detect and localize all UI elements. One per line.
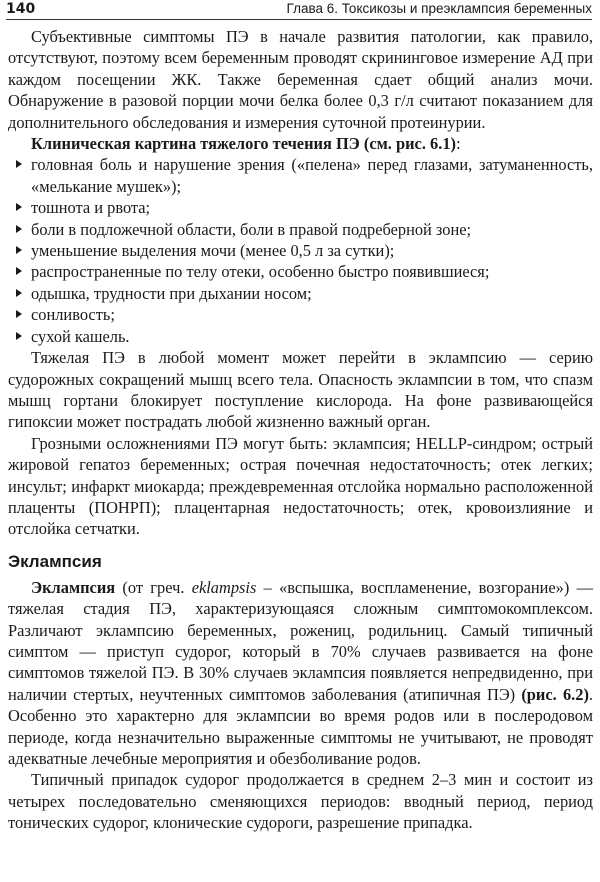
list-item-text: одышка, трудности при дыхании носом; [31,283,312,303]
paragraph-seizure-periods: Типичный припадок судорог продолжается в среднем 2–3 мин и состоит из четырех последовательно сменяющихся периодов: вводный период, период тонических судорог, клонические судороги, разрешение припадка. [8,770,593,833]
list-item [8,261,593,282]
clinical-picture-heading [8,133,593,154]
header-rule [6,19,592,20]
figure-reference: (рис. 6.2) [521,684,589,704]
greek-term: eklampsis [191,577,257,597]
bullet-triangle-icon [16,225,22,233]
definition-text-c: . Особенно это характерно для эклампсии во время родов или в послеродовом периоде, когда незначительно выраженные симптомы не учитывают, не проводят адекватные лечебные мероприятия и обезболивание родов. [8,684,594,768]
bullet-triangle-icon [16,310,22,318]
list-item-text: головная боль и нарушение зрения («пелена» перед глазами, затуманенность, «мелькание мушек»); [31,155,593,196]
page-number: 140 [6,1,36,17]
paragraph-screening: Субъективные симптомы ПЭ в начале развития патологии, как правило, отсутствуют, поэтому всем беременным проводят скрининговое измерение АД при каждом посещении ЖК. Также беременная сдает общий анализ мочи. Обнаружение в разовой порции мочи белка более 0,3 г/л считают показанием для дополнительного обследования и измерения суточной протеинурии. [8,27,593,132]
list-item-text: сонливость; [31,305,115,325]
definition-text-a: (от греч. [115,577,192,597]
section-heading-eclampsia: Эклампсия [8,551,102,571]
list-item [8,219,593,240]
running-header [6,0,592,20]
bullet-triangle-icon [16,267,22,275]
clinical-picture-heading-colon: : [455,134,461,154]
definition-text-b: – «вспышка, воспламенение, возгорание») — тяжелая стадия ПЭ, характеризующаяся сложным симптомокомплексом. Различают эклампсию беременных, рожениц, родильниц. Самый типичный симптом — приступ судорог, который в 70% случаев развивается на фоне симптомов тяжелой ПЭ. В 30% случаев эклампсия появляется непредвиденно, при наличии стертых, неучтенных симптомов заболевания (атипичная ПЭ) [8,577,593,704]
bullet-triangle-icon [16,332,22,340]
list-item [8,304,593,325]
bullet-triangle-icon [16,203,22,211]
list-item [8,326,593,347]
list-item-text: распространенные по телу отеки, особенно быстро появившиеся; [31,262,490,282]
paragraph-eclampsia-definition [8,577,593,770]
clinical-picture-heading-text: Клиническая картина тяжелого течения ПЭ (см. рис. 6.1) [31,134,456,154]
list-item-text: боли в подложечной области, боли в правой подреберной зоне; [31,219,472,239]
list-item [8,240,593,261]
page-body [8,26,593,834]
term-eclampsia: Эклампсия [31,577,116,597]
bullet-triangle-icon [16,246,22,254]
symptom-list [8,154,593,347]
list-item [8,197,593,218]
list-item-text: уменьшение выделения мочи (менее 0,5 л за сутки); [31,241,395,261]
paragraph-transition-to-eclampsia: Тяжелая ПЭ в любой момент может перейти в эклампсию — серию судорожных сокращений мышц всего тела. Опасность эклампсии в том, что спазм мышц гортани блокирует поступление кислорода. На фоне развивающейся гипоксии может пострадать любой жизненно важный орган. [8,348,593,432]
list-item [8,154,593,197]
list-item-text: сухой кашель. [31,326,130,346]
bullet-triangle-icon [16,160,22,168]
bullet-triangle-icon [16,289,22,297]
paragraph-complications: Грозными осложнениями ПЭ могут быть: эклампсия; HELLP-синдром; острый жировой гепатоз беременных; острая почечная недостаточность; отек легких; инсульт; инфаркт миокарда; преждевременная отслойка нормально расположенной плаценты (ПОНРП); плацентарная недостаточность; отек, кровоизлияние и отслойка сетчатки. [8,433,593,539]
chapter-title: Глава 6. Токсикозы и преэклампсия беременных [286,1,592,16]
list-item [8,283,593,304]
list-item-text: тошнота и рвота; [31,198,151,218]
